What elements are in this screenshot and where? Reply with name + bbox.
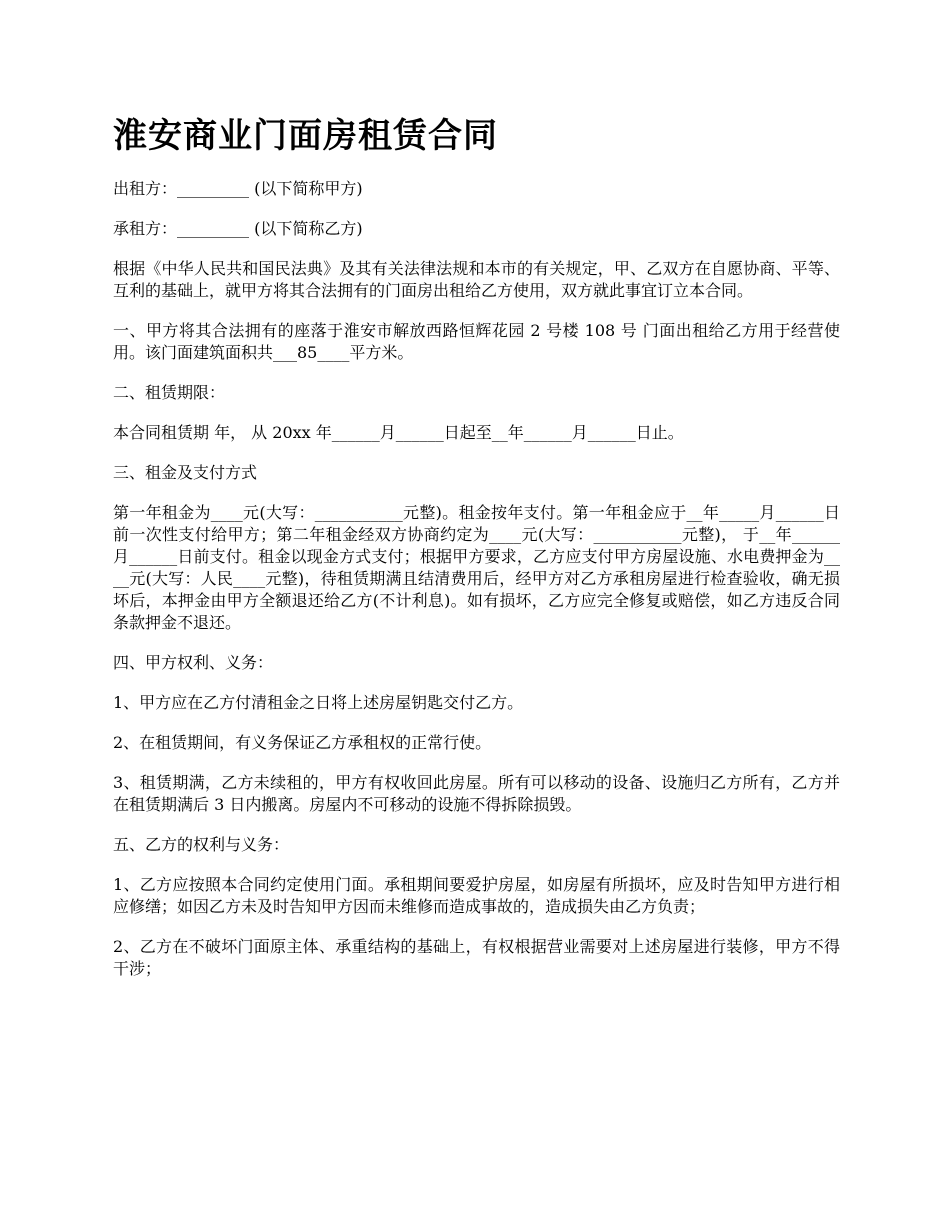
lessor-duty-1: 1、甲方应在乙方付清租金之日将上述房屋钥匙交付乙方。	[113, 693, 524, 712]
section-heading-term: 二、租赁期限：	[113, 383, 226, 402]
section-heading-rent: 三、租金及支付方式	[113, 463, 258, 482]
lessor-duty-3: 3、租赁期满，乙方未续租的，甲方有权收回此房屋。所有可以移动的设备、设施归乙方所有，乙方并在租赁期满后 3 日内搬离。房屋内不可移动的设施不得拆除损毁。	[113, 773, 840, 814]
lessor-duty-2: 2、在租赁期间，有义务保证乙方承租权的正常行使。	[113, 733, 492, 752]
lessee-duty-2: 2、乙方在不破坏门面原主体、承重结构的基础上，有权根据营业需要对上述房屋进行装修，甲方不得干涉；	[113, 937, 840, 978]
contract-document	[113, 112, 840, 998]
rent-payment-paragraph: 第一年租金为____元(大写：___________元整)。租金按年支付。第一年租金应于__年_____月______日前一次性支付给甲方；第二年租金经双方协商约定为____元(大写：___________元整)， 于__年______月______日前支付。租金以现金方式支付；根据甲方要求，乙方应支付甲方房屋设施、水电费押金为____元(大写：人民____元整)，待租赁期满且结清费用后，经甲方对乙方承租房屋进行检查验收，确无损坏后，本押金由甲方全额退还给乙方(不计利息)。如有损坏，乙方应完全修复或赔偿，如乙方违反合同条款押金不退还。	[113, 503, 840, 632]
document-title: 淮安商业门面房租赁合同	[113, 116, 498, 156]
lessor-line: 出租方：_________ (以下简称甲方)	[113, 179, 363, 198]
section-heading-lessor-rights: 四、甲方权利、义务：	[113, 653, 274, 672]
lessee-line: 承租方：_________ (以下简称乙方)	[113, 219, 363, 238]
section-heading-lessee-rights: 五、乙方的权利与义务：	[113, 835, 290, 854]
preamble-paragraph: 根据《中华人民共和国民法典》及其有关法律法规和本市的有关规定，甲、乙双方在自愿协商、平等、互利的基础上，就甲方将其合法拥有的门面房出租给乙方使用，双方就此事宜订立本合同。	[113, 259, 840, 300]
lease-term-paragraph: 本合同租赁期 年， 从 20xx 年______月______日起至__年______月______日止。	[113, 423, 684, 442]
lessee-duty-1: 1、乙方应按照本合同约定使用门面。承租期间要爱护房屋，如房屋有所损坏，应及时告知甲方进行相应修缮；如因乙方未及时告知甲方因而未维修而造成事故的，造成损失由乙方负责；	[113, 875, 840, 916]
clause-1-premises: 一、甲方将其合法拥有的座落于淮安市解放西路恒辉花园 2 号楼 108 号 门面出租给乙方用于经营使用。该门面建筑面积共___85____平方米。	[113, 321, 840, 362]
